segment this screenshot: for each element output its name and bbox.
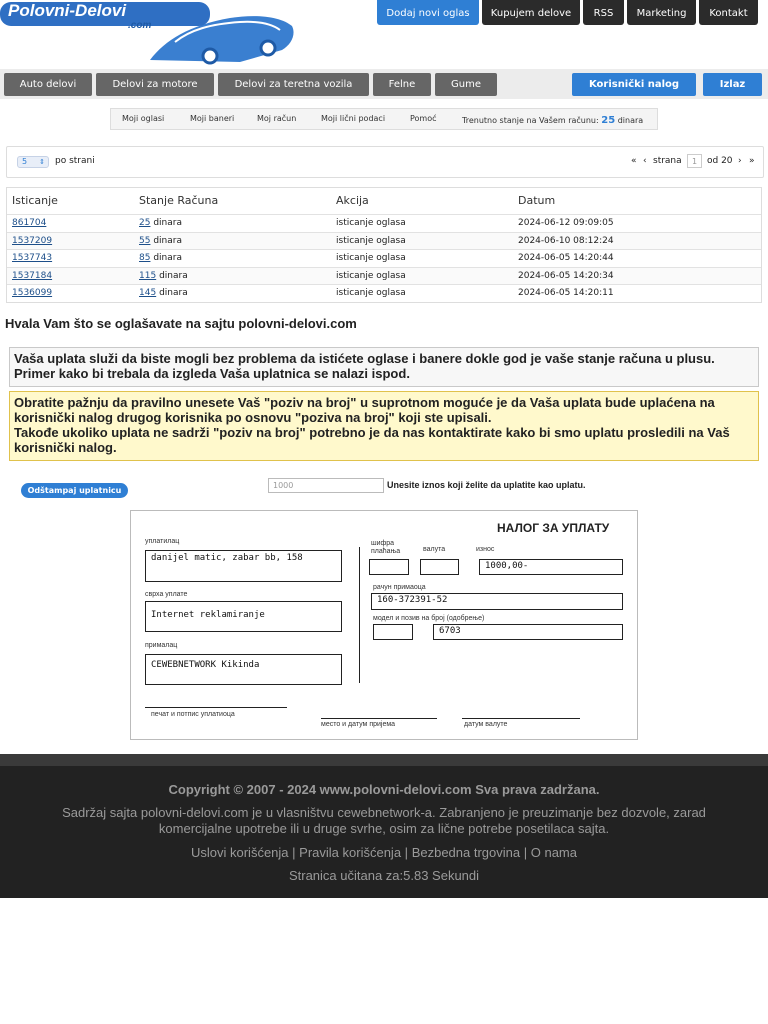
action-cell: isticanje oglasa — [336, 253, 406, 263]
footer-link-rules[interactable]: Pravila korišćenja — [299, 845, 402, 860]
warning-box — [9, 391, 759, 461]
table-row — [7, 249, 761, 266]
balance-label: Trenutno stanje na Vašem računu: — [462, 116, 599, 125]
category-motorcycle-parts[interactable]: Delovi za motore — [96, 73, 214, 96]
date-cell: 2024-06-05 14:20:34 — [518, 270, 614, 281]
footer-link-terms[interactable]: Uslovi korišćenja — [190, 845, 289, 860]
date-cell: 2024-06-05 14:20:44 — [518, 253, 614, 263]
slip-code-box — [369, 559, 409, 575]
balance-info — [462, 115, 643, 126]
pagination-bar — [6, 146, 764, 178]
slip-value-date-line — [462, 718, 580, 719]
footer-load-time: Stranica učitana za:5.83 Sekundi — [288, 868, 480, 883]
print-slip-button[interactable]: Odštampaj uplatnicu — [21, 483, 128, 498]
category-tires[interactable]: Gume — [435, 73, 497, 96]
slip-value-date-label: датум валуте — [464, 721, 508, 728]
slip-recipient-label: прималац — [145, 642, 178, 649]
balance-unit: dinara — [617, 116, 644, 125]
account-button[interactable]: Korisnički nalog — [572, 73, 696, 96]
slip-ref-label: модел и позив на број (одобрење) — [373, 615, 485, 622]
payment-slip — [130, 510, 638, 740]
slip-divider — [359, 547, 360, 683]
amount-link[interactable]: 55 — [139, 235, 151, 246]
slip-currency-label: валута — [423, 546, 446, 553]
footer-link-about[interactable]: O nama — [530, 845, 577, 860]
category-auto-parts[interactable]: Auto delovi — [4, 73, 92, 96]
slip-payer-label: уплатилац — [145, 538, 180, 545]
category-rims[interactable]: Felne — [373, 73, 431, 96]
spinner-icon: ⇕ — [39, 158, 45, 166]
tab-personal-data[interactable]: Moji lični podaci — [321, 114, 386, 123]
per-page-select[interactable] — [17, 156, 49, 168]
amount-unit: dinara — [159, 288, 188, 298]
amount-unit: dinara — [153, 235, 182, 246]
footer — [0, 766, 768, 898]
date-cell: 2024-06-10 08:12:24 — [518, 235, 614, 246]
slip-ref-box: 6703 — [433, 624, 623, 640]
prev-page-link[interactable]: ‹ — [643, 156, 647, 166]
action-cell: isticanje oglasa — [336, 218, 406, 228]
footer-separator: | — [523, 845, 528, 860]
info-box: Vaša uplata služi da biste mogli bez problema da istićete oglase i banere dokle god je vaše stanje računa u plusu. Primer kako bi trebala da izgleda Vaša uplatnica se nalazi ispod. — [9, 347, 759, 387]
logo-text: Polovni-Delovi — [8, 1, 127, 20]
per-page-value: 5 — [22, 157, 28, 166]
tab-my-ads[interactable]: Moji oglasi — [122, 114, 165, 123]
ad-id-link[interactable]: 1537743 — [12, 253, 53, 263]
slip-place-label: место и датум пријема — [321, 721, 396, 728]
date-cell: 2024-06-12 09:09:05 — [518, 218, 614, 228]
nav-marketing[interactable]: Marketing — [627, 0, 696, 25]
ad-id-link[interactable]: 1537184 — [12, 270, 53, 281]
slip-amount-box: 1000,00- — [479, 559, 623, 575]
warning-text-2: Takođe ukoliko uplata ne sadrži "poziv na broj" potrebno je da nas kontaktirate kako bi smo uplatu prosledili na Vaš korisnički nalog. — [14, 425, 730, 455]
action-cell: isticanje oglasa — [336, 288, 406, 298]
ad-id-link[interactable]: 1536099 — [12, 288, 53, 298]
amount-link[interactable]: 115 — [139, 270, 157, 281]
slip-model-box — [373, 624, 413, 640]
slip-sign-label: печат и потпис уплатиоца — [151, 711, 235, 718]
thanks-heading: Hvala Vam što se oglašavate na sajtu polovni-delovi.com — [5, 316, 357, 331]
slip-sign-line — [145, 707, 287, 708]
table-row — [7, 214, 761, 231]
amount-unit: dinara — [153, 253, 182, 263]
page-input[interactable]: 1 — [687, 154, 702, 168]
slip-recipient-box: CEWEBNETWORK Kikinda — [145, 654, 342, 685]
nav-add-ad[interactable]: Dodaj novi oglas — [377, 0, 479, 25]
slip-title: НАЛОГ ЗА УПЛАТУ — [497, 521, 610, 535]
nav-buy-parts[interactable]: Kupujem delove — [482, 0, 580, 25]
col-header-balance: Stanje Računa — [139, 194, 219, 207]
slip-amount-label: износ — [476, 546, 495, 553]
amount-unit: dinara — [153, 218, 182, 228]
ad-id-link[interactable]: 861704 — [12, 218, 47, 228]
slip-code-label: шифра плаћања — [371, 540, 401, 555]
action-cell: isticanje oglasa — [336, 270, 406, 281]
tab-my-account[interactable]: Moj račun — [257, 114, 297, 123]
footer-links — [0, 845, 768, 860]
footer-notice: Sadržaj sajta polovni-delovi.com je u vlasništvu cewebnetwork-a. Zabranjeno je preuzimanje bez dozvole, zarad komercijalne upotrebe ili u druge svrhe, osim za lične potrebe posetilaca sajta. — [62, 805, 706, 836]
amount-link[interactable]: 25 — [139, 218, 151, 228]
amount-label: Unesite iznos koji želite da uplatite kao uplatu. — [387, 480, 586, 490]
next-page-link[interactable]: › — [738, 156, 742, 166]
amount-link[interactable]: 145 — [139, 288, 157, 298]
amount-unit: dinara — [159, 270, 188, 281]
first-page-link[interactable]: « — [631, 156, 637, 166]
footer-separator: | — [404, 845, 409, 860]
warning-text-1: Obratite pažnju da pravilno unesete Vaš "poziv na broj" u suprotnom moguće je da Vaša uplata bude uplaćena na korisnički nalog drugog korisnika po osnovu "poziva na broj" koji ste upisali. — [14, 395, 715, 425]
tab-my-banners[interactable]: Moji baneri — [190, 114, 235, 123]
tab-help[interactable]: Pomoć — [410, 114, 437, 123]
footer-separator: | — [292, 845, 296, 860]
page-label: strana — [653, 156, 682, 166]
amount-input[interactable]: 1000 — [268, 478, 384, 493]
slip-purpose-label: сврха уплате — [145, 591, 188, 598]
balance-value: 25 — [601, 115, 616, 126]
slip-place-line — [321, 718, 437, 719]
ad-id-link[interactable]: 1537209 — [12, 235, 53, 246]
date-cell: 2024-06-05 14:20:11 — [518, 288, 614, 298]
last-page-link[interactable]: » — [749, 156, 755, 166]
slip-account-box: 160-372391-52 — [371, 593, 623, 610]
col-header-isticanje: Isticanje — [12, 194, 58, 207]
footer-copyright: Copyright © 2007 - 2024 www.polovni-delovi.com Sva prava zadržana. — [168, 782, 600, 797]
site-logo[interactable] — [0, 0, 300, 66]
table-row — [7, 284, 761, 301]
footer-band — [0, 754, 768, 766]
slip-payer-box: danijel matic, zabar bb, 158 — [145, 550, 342, 582]
per-page-label: po strani — [55, 156, 95, 166]
nav-rss[interactable]: RSS — [583, 0, 624, 25]
nav-contact[interactable]: Kontakt — [699, 0, 758, 25]
logo-suffix: .com — [128, 20, 152, 31]
action-cell: isticanje oglasa — [336, 235, 406, 246]
table-row — [7, 267, 761, 284]
page-count: od 20 — [707, 156, 733, 166]
table-row — [7, 232, 761, 249]
logout-button[interactable]: Izlaz — [703, 73, 762, 96]
slip-account-label: рачун примаоца — [373, 584, 426, 591]
slip-purpose-box: Internet reklamiranje — [145, 601, 342, 632]
col-header-date: Datum — [518, 194, 556, 207]
slip-currency-box — [420, 559, 459, 575]
category-truck-parts[interactable]: Delovi za teretna vozila — [218, 73, 369, 96]
amount-link[interactable]: 85 — [139, 253, 151, 263]
col-header-action: Akcija — [336, 194, 369, 207]
footer-link-safe-trading[interactable]: Bezbedna trgovina — [411, 845, 521, 860]
